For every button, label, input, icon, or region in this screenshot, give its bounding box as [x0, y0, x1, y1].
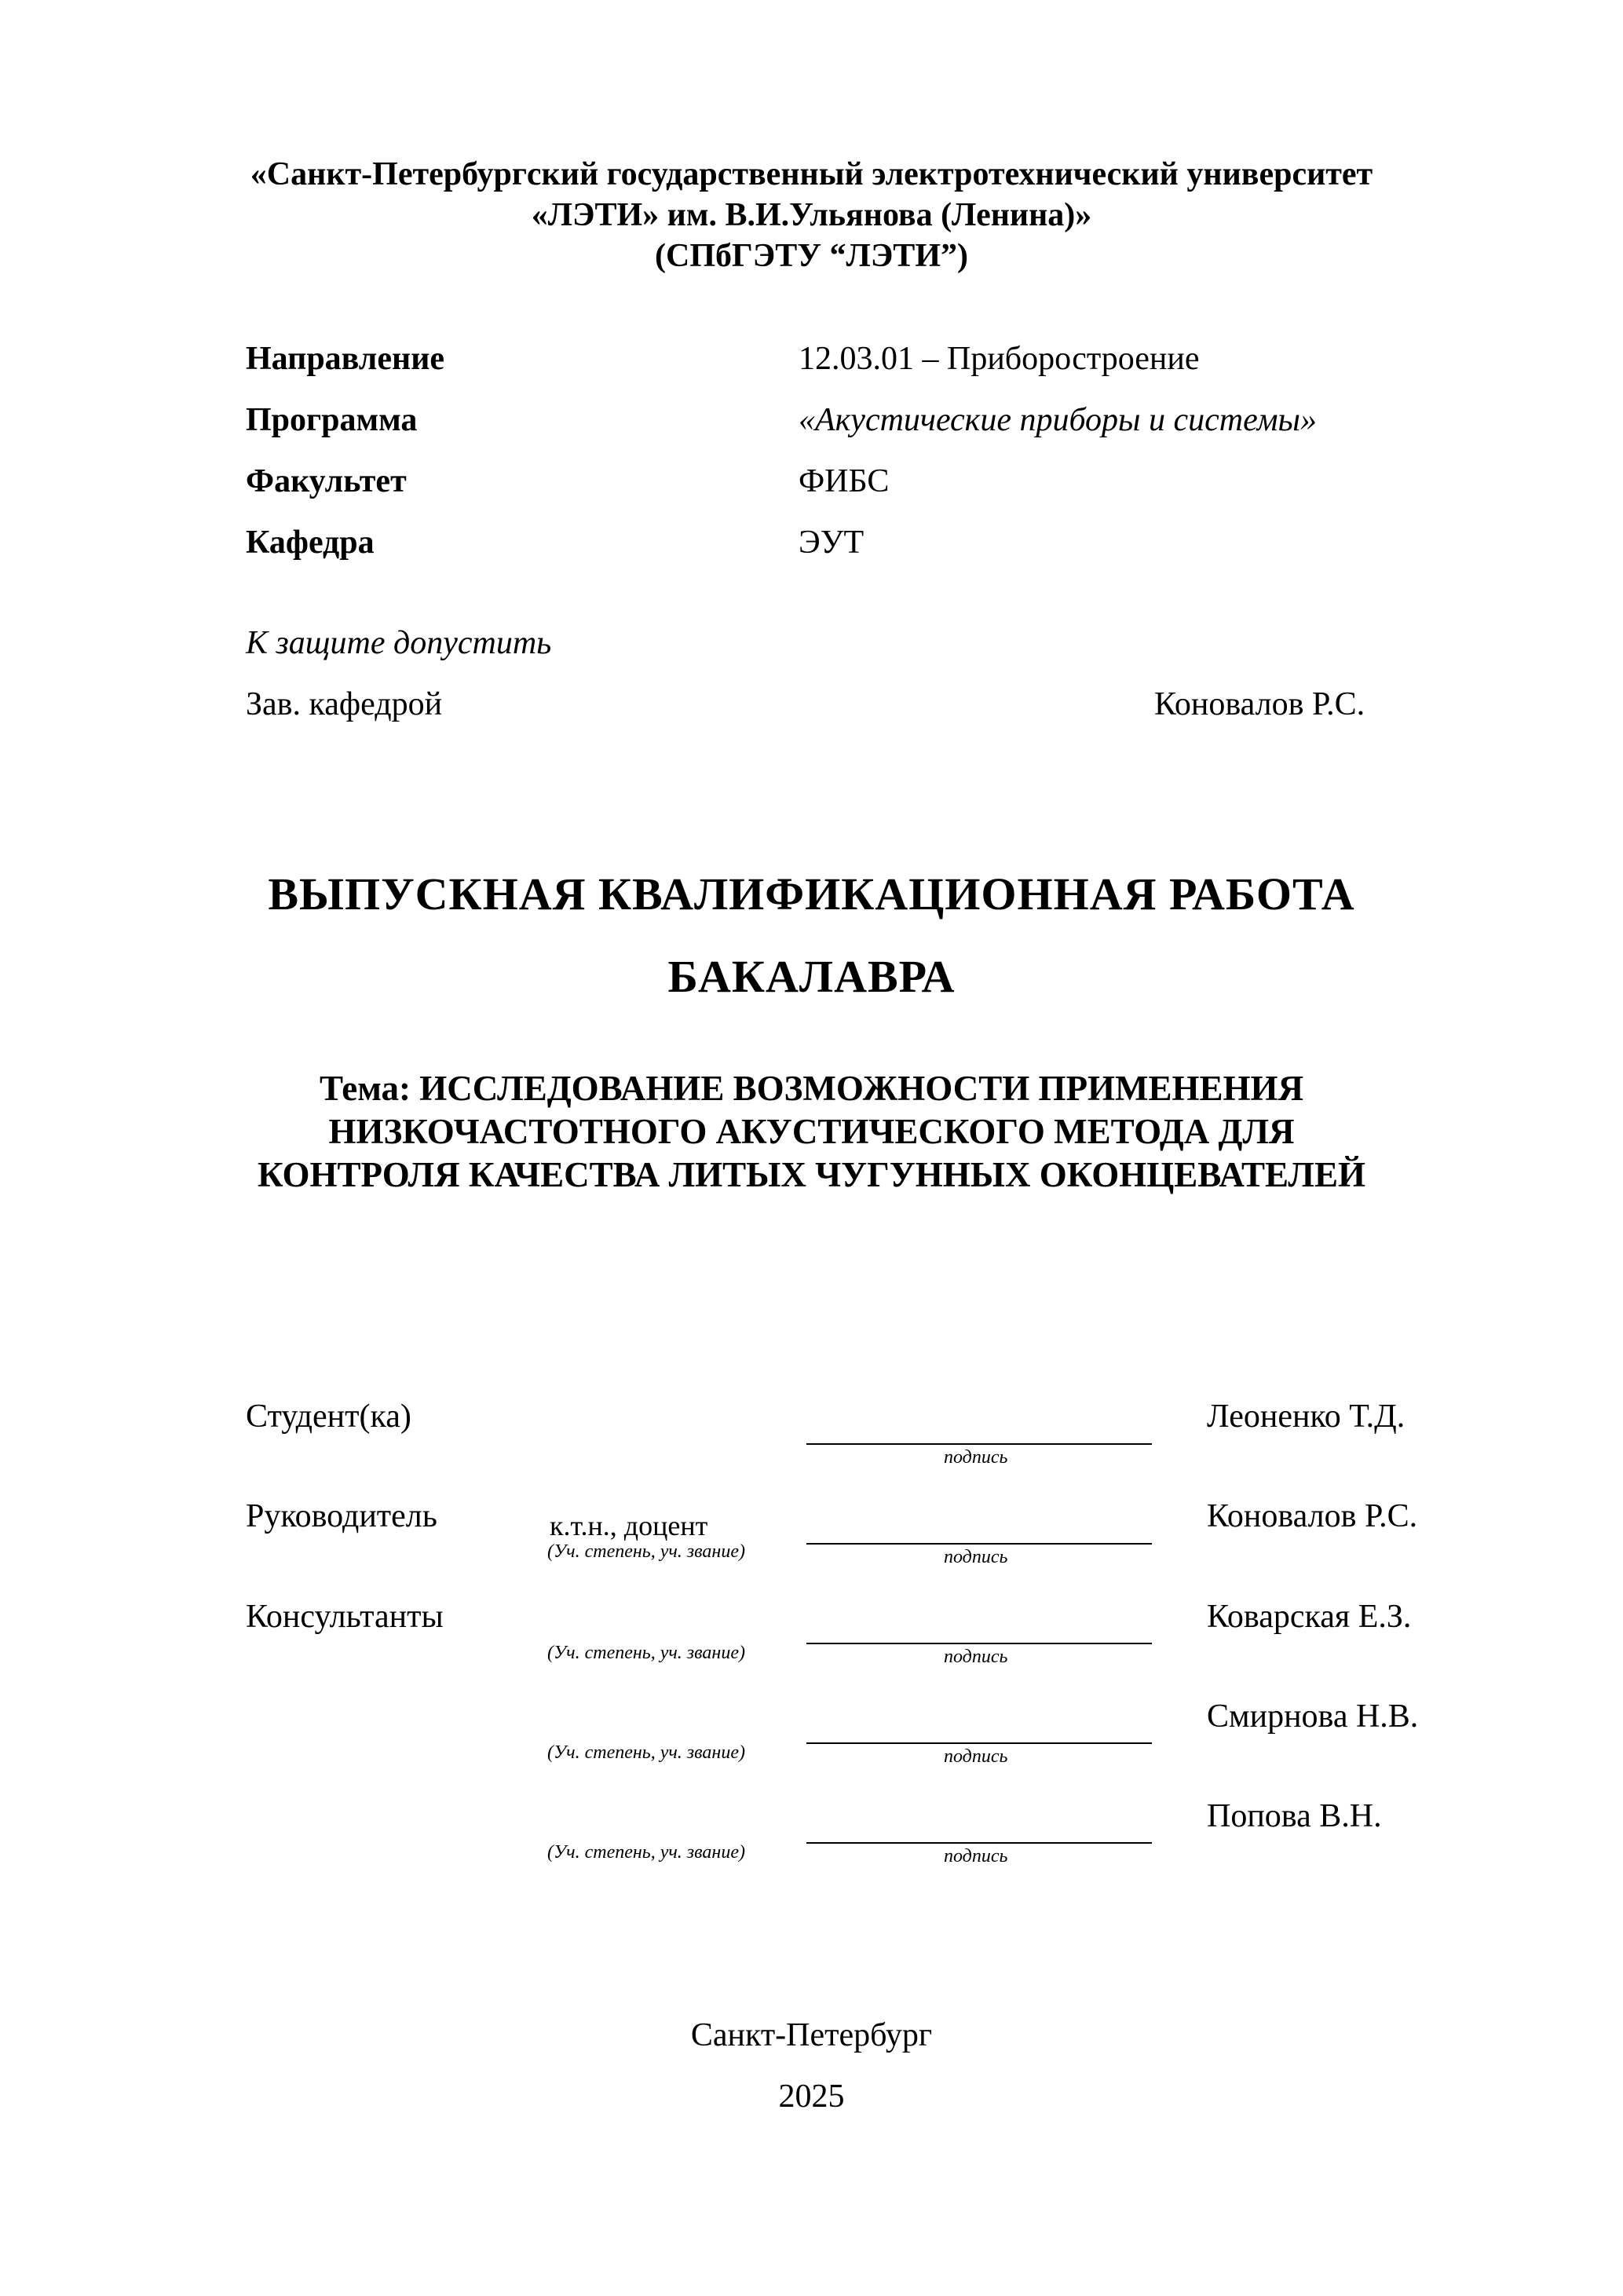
university-name-line1: «Санкт-Петербургский государственный электротехнический университет [250, 156, 1373, 192]
supervisor-degree-caption: (Уч. степень, уч. звание) [547, 1541, 745, 1562]
consultant2-signature-line [806, 1742, 1152, 1744]
student-name: Леоненко Т.Д. [1207, 1398, 1406, 1435]
consultant2-degree-caption: (Уч. степень, уч. звание) [547, 1742, 745, 1763]
consultant2-name: Смирнова Н.В. [1207, 1698, 1419, 1735]
consultant1-signature-line [806, 1643, 1152, 1644]
direction-value: 12.03.01 – Приборостроение [799, 341, 1200, 377]
student-signature-caption: подпись [944, 1447, 1008, 1468]
university-header [0, 154, 1623, 276]
faculty-label: Факультет [246, 463, 407, 499]
department-label: Кафедра [246, 525, 375, 561]
theme-line1: Тема: ИССЛЕДОВАНИЕ ВОЗМОЖНОСТИ ПРИМЕНЕНИЯ [319, 1069, 1304, 1108]
supervisor-degree: к.т.н., доцент [550, 1510, 708, 1541]
consultant3-signature-line [806, 1842, 1152, 1844]
document-title-line2: БАКАЛАВРА [667, 951, 956, 1002]
admit-to-defense: К защите допустить [246, 625, 552, 661]
department-value: ЭУТ [799, 525, 865, 561]
head-of-department-label: Зав. кафедрой [246, 686, 443, 722]
thesis-theme [0, 1067, 1623, 1197]
consultant3-degree-caption: (Уч. степень, уч. звание) [547, 1842, 745, 1863]
consultant1-degree-caption: (Уч. степень, уч. звание) [547, 1643, 745, 1663]
theme-line3: КОНТРОЛЯ КАЧЕСТВА ЛИТЫХ ЧУГУННЫХ ОКОНЦЕВАТЕЛЕЙ [258, 1155, 1365, 1194]
head-of-department-name: Коновалов Р.С. [1154, 686, 1365, 722]
university-abbreviation: (СПбГЭТУ “ЛЭТИ”) [655, 238, 968, 274]
city: Санкт-Петербург [690, 2017, 933, 2053]
supervisor-name: Коновалов Р.С. [1207, 1498, 1418, 1534]
year: 2025 [778, 2078, 845, 2115]
consultant3-signature-caption: подпись [944, 1846, 1008, 1866]
faculty-value: ФИБС [799, 463, 890, 499]
supervisor-signature-line [806, 1543, 1152, 1545]
consultant2-signature-caption: подпись [944, 1746, 1008, 1767]
university-name-line2: «ЛЭТИ» им. В.И.Ульянова (Ленина)» [531, 197, 1092, 233]
consultants-role-label: Консультанты [246, 1599, 444, 1635]
program-value: «Акустические приборы и системы» [799, 402, 1317, 438]
document-title-line1: ВЫПУСКНАЯ КВАЛИФИКАЦИОННАЯ РАБОТА [268, 868, 1355, 919]
program-label: Программа [246, 402, 418, 438]
direction-label: Направление [246, 341, 445, 377]
consultant1-name: Коварская Е.З. [1207, 1599, 1412, 1635]
consultant1-signature-caption: подпись [944, 1647, 1008, 1667]
consultant3-name: Попова В.Н. [1207, 1798, 1382, 1834]
supervisor-role-label: Руководитель [246, 1498, 437, 1534]
student-signature-line [806, 1443, 1152, 1445]
student-role-label: Студент(ка) [246, 1398, 411, 1435]
theme-line2: НИЗКОЧАСТОТНОГО АКУСТИЧЕСКОГО МЕТОДА ДЛЯ [328, 1112, 1295, 1151]
supervisor-signature-caption: подпись [944, 1547, 1008, 1567]
